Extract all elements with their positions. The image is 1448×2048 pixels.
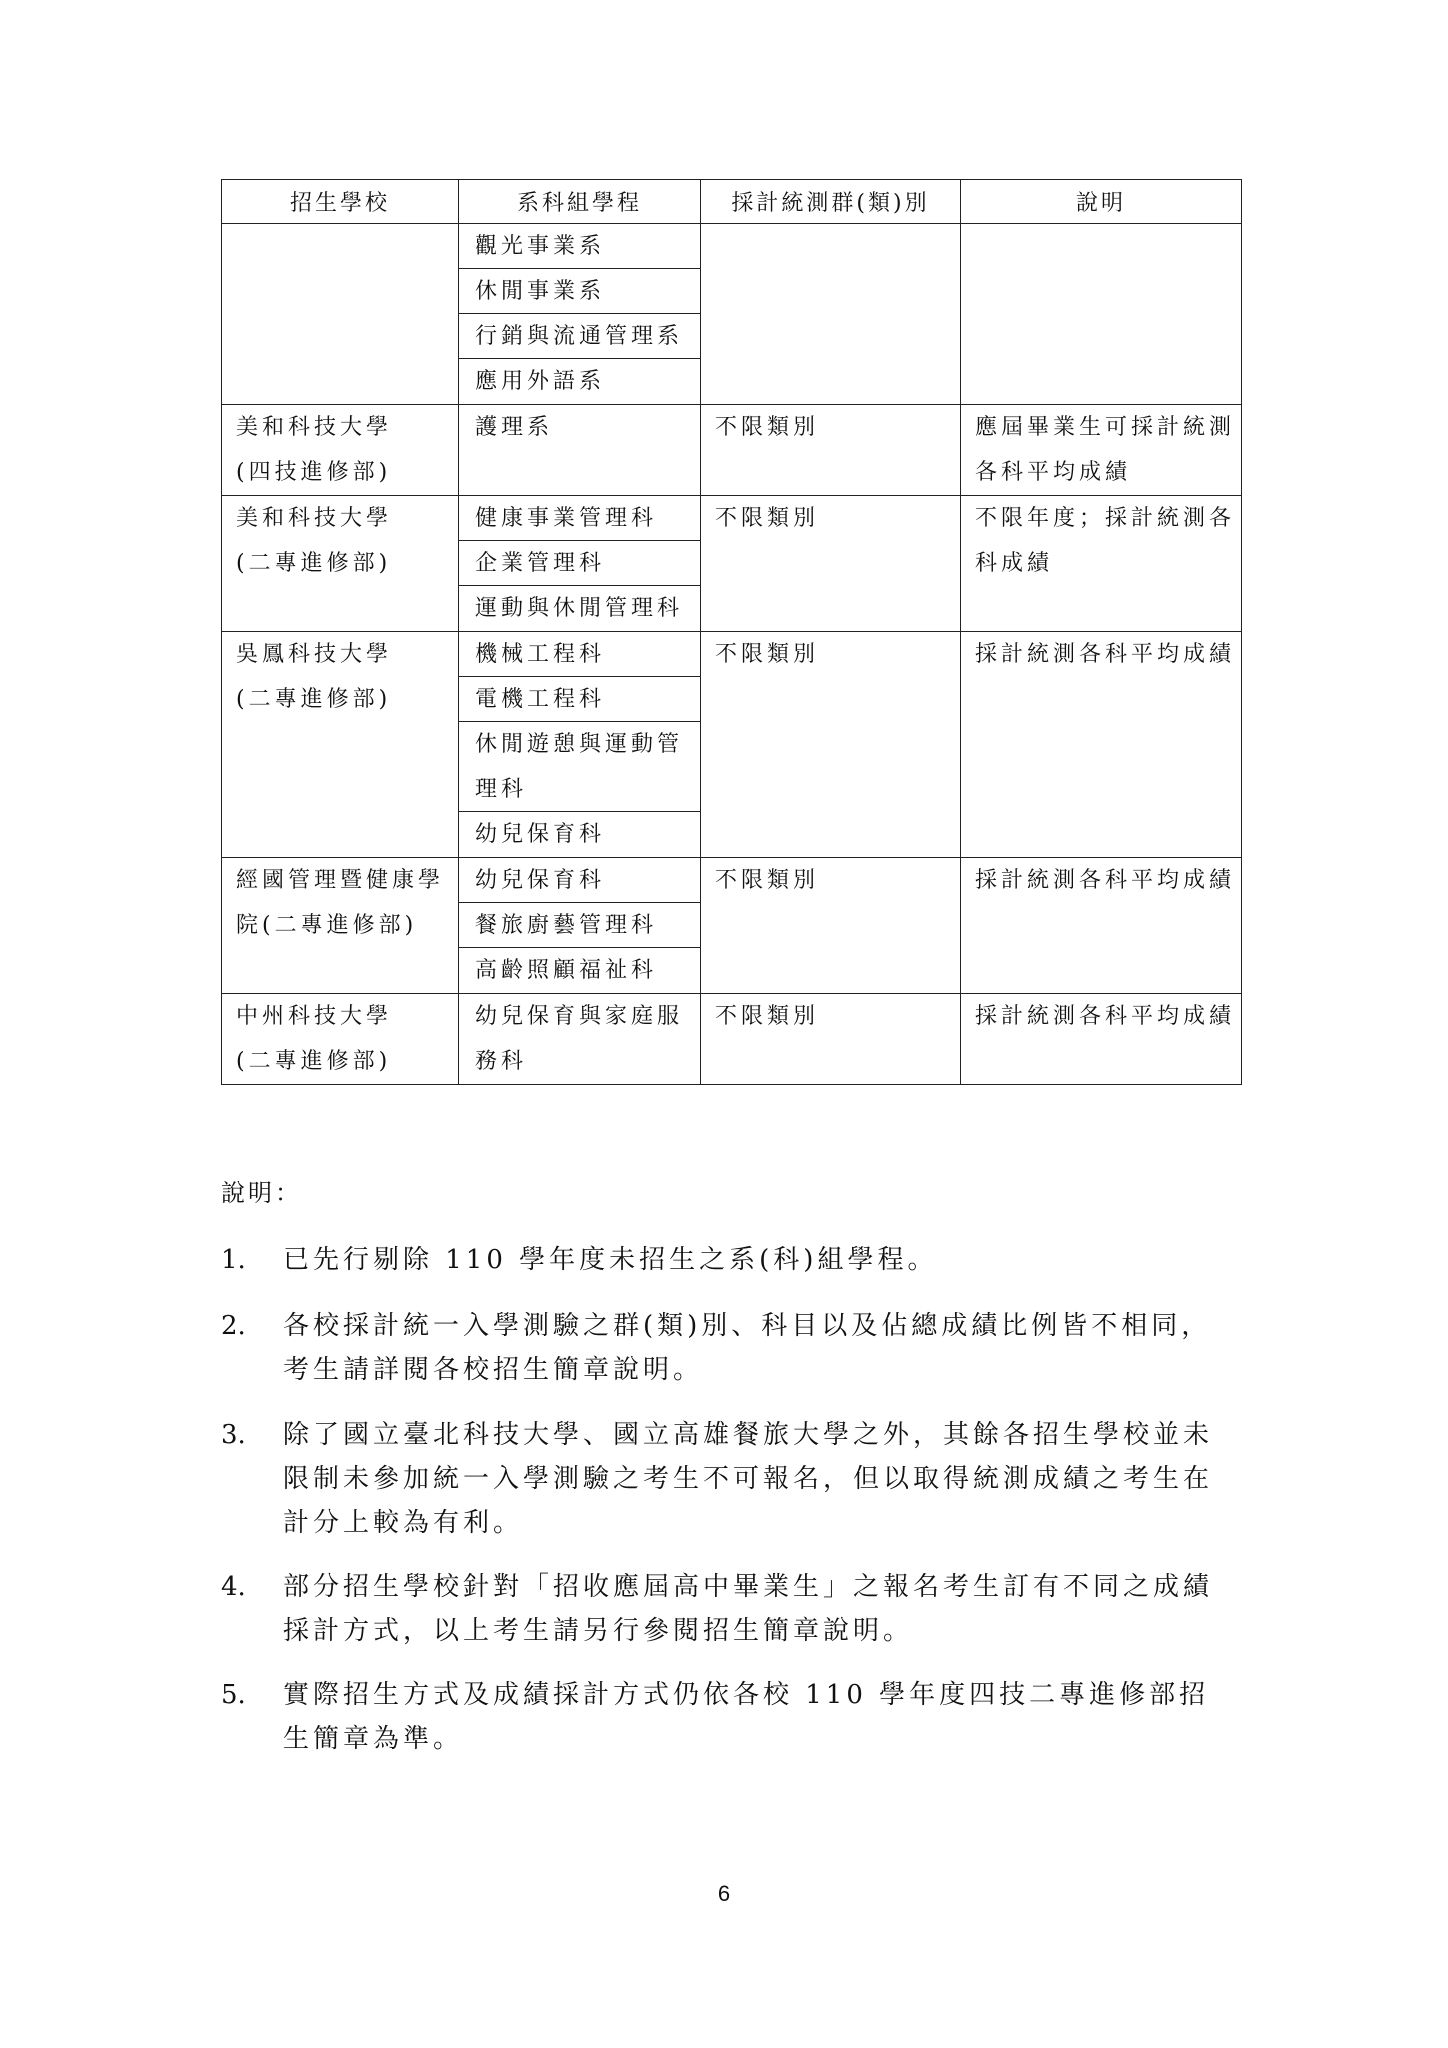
note-number: 3. xyxy=(221,1420,246,1450)
note-number: 5. xyxy=(221,1680,246,1710)
school-name-line: 美和科技大學 xyxy=(236,415,393,440)
department-entry xyxy=(459,903,700,948)
department-entry xyxy=(459,948,700,993)
department-name: 幼兒保育科 xyxy=(475,868,606,893)
department-entry xyxy=(459,541,700,586)
school-name-line: 院(二專進修部) xyxy=(236,913,418,938)
department-name: 企業管理科 xyxy=(475,551,606,576)
department-cell xyxy=(459,496,701,631)
page-number: 6 xyxy=(717,1881,731,1906)
school-cell xyxy=(222,405,459,495)
department-entry xyxy=(459,314,700,359)
note-line: 不限年度；採計統測各 xyxy=(975,506,1236,531)
department-name: 高齡照顧福祉科 xyxy=(475,958,658,983)
category-text: 不限類別 xyxy=(715,415,820,440)
department-cell xyxy=(459,405,701,495)
table-row xyxy=(221,224,1242,405)
department-entry xyxy=(459,994,700,1084)
table-body xyxy=(221,224,1242,1085)
department-name: 幼兒保育科 xyxy=(475,822,606,847)
category-cell xyxy=(701,224,961,404)
header-school: 招生學校 xyxy=(222,180,459,223)
note-cell xyxy=(961,405,1241,495)
department-entry xyxy=(459,224,700,269)
note-text: 已先行剔除 110 學年度未招生之系(科)組學程。 xyxy=(283,1245,938,1275)
department-entry xyxy=(459,586,700,631)
note-number: 4. xyxy=(221,1572,246,1602)
department-name: 健康事業管理科 xyxy=(475,506,658,531)
department-cell xyxy=(459,858,701,993)
note-text: 實際招生方式及成績採計方式仍依各校 110 學年度四技二專進修部招生簡章為準。 xyxy=(283,1680,1210,1754)
note-item-1 xyxy=(221,1238,1231,1282)
notes-heading: 說明： xyxy=(221,1179,302,1207)
school-cell xyxy=(222,632,459,857)
department-name: 休閒遊憩與運動管 理科 xyxy=(475,732,684,802)
note-line: 科成績 xyxy=(975,551,1054,576)
note-line: 採計統測各科平均成績 xyxy=(975,868,1236,893)
category-text: 不限類別 xyxy=(715,642,820,667)
department-cell xyxy=(459,632,701,857)
header-note: 說明 xyxy=(1075,191,1126,216)
table-row xyxy=(221,994,1242,1085)
note-item-4 xyxy=(221,1565,1231,1653)
department-name: 觀光事業系 xyxy=(475,234,606,259)
note-cell xyxy=(961,224,1241,404)
school-cell xyxy=(222,994,459,1084)
department-entry xyxy=(459,359,700,404)
department-name: 行銷與流通管理系 xyxy=(475,324,684,349)
department-name: 電機工程科 xyxy=(475,687,606,712)
table-row xyxy=(221,496,1242,632)
note-item-2 xyxy=(221,1304,1231,1392)
department-cell xyxy=(459,994,701,1084)
school-name-line: 中州科技大學 xyxy=(236,1004,393,1029)
department-cell xyxy=(459,224,701,404)
department-name: 休閒事業系 xyxy=(475,279,606,304)
department-entry xyxy=(459,812,700,857)
table-row xyxy=(221,858,1242,994)
note-text: 部分招生學校針對「招收應屆高中畢業生」之報名考生訂有不同之成績採計方式，以上考生請另行參閱招生簡章說明。 xyxy=(283,1572,1214,1646)
note-cell xyxy=(961,496,1241,631)
department-name: 運動與休閒管理科 xyxy=(475,596,684,621)
table-header-row xyxy=(221,179,1242,224)
category-text: 不限類別 xyxy=(715,506,820,531)
department-entry xyxy=(459,632,700,677)
department-entry xyxy=(459,722,700,812)
school-name-line: 經國管理暨健康學 xyxy=(236,868,445,893)
category-cell xyxy=(701,405,961,495)
category-cell xyxy=(701,994,961,1084)
school-name-line: 吳鳳科技大學 xyxy=(236,642,393,667)
school-cell xyxy=(222,224,459,404)
school-name-line: (四技進修部) xyxy=(236,460,392,485)
department-name: 應用外語系 xyxy=(475,369,606,394)
category-text: 不限類別 xyxy=(715,1004,820,1029)
note-line: 各科平均成績 xyxy=(975,460,1132,485)
department-name: 幼兒保育與家庭服 務科 xyxy=(475,1004,684,1074)
department-entry xyxy=(459,858,700,903)
note-cell xyxy=(961,858,1241,993)
department-entry xyxy=(459,405,700,450)
category-cell xyxy=(701,632,961,857)
category-cell xyxy=(701,496,961,631)
note-text: 除了國立臺北科技大學、國立高雄餐旅大學之外，其餘各招生學校並未限制未參加統一入學測驗之考生不可報名，但以取得統測成績之考生在計分上較為有利。 xyxy=(283,1420,1214,1538)
note-item-5 xyxy=(221,1673,1231,1761)
category-cell xyxy=(701,858,961,993)
department-name: 護理系 xyxy=(475,415,554,440)
category-text: 不限類別 xyxy=(715,868,820,893)
school-name-line: (二專進修部) xyxy=(236,687,392,712)
school-name-line: (二專進修部) xyxy=(236,1049,392,1074)
note-item-3 xyxy=(221,1413,1231,1545)
department-name: 餐旅廚藝管理科 xyxy=(475,913,658,938)
department-name: 機械工程科 xyxy=(475,642,606,667)
school-cell xyxy=(222,858,459,993)
department-entry xyxy=(459,677,700,722)
admissions-table xyxy=(221,179,1242,1085)
note-number: 2. xyxy=(221,1311,246,1341)
note-line: 採計統測各科平均成績 xyxy=(975,642,1236,667)
note-line: 採計統測各科平均成績 xyxy=(975,1004,1236,1029)
department-entry xyxy=(459,269,700,314)
school-name-line: 美和科技大學 xyxy=(236,506,393,531)
note-number: 1. xyxy=(221,1245,246,1275)
header-department: 系科組學程 xyxy=(459,180,701,223)
school-cell xyxy=(222,496,459,631)
note-text: 各校採計統一入學測驗之群(類)別、科目以及佔總成績比例皆不相同，考生請詳閱各校招生簡章說明。 xyxy=(283,1311,1212,1385)
note-line: 應屆畢業生可採計統測 xyxy=(975,415,1236,440)
note-cell xyxy=(961,994,1241,1084)
header-category: 採計統測群(類)別 xyxy=(701,180,961,223)
table-row xyxy=(221,405,1242,496)
department-entry xyxy=(459,496,700,541)
note-cell xyxy=(961,632,1241,857)
school-name-line: (二專進修部) xyxy=(236,551,392,576)
table-row xyxy=(221,632,1242,858)
